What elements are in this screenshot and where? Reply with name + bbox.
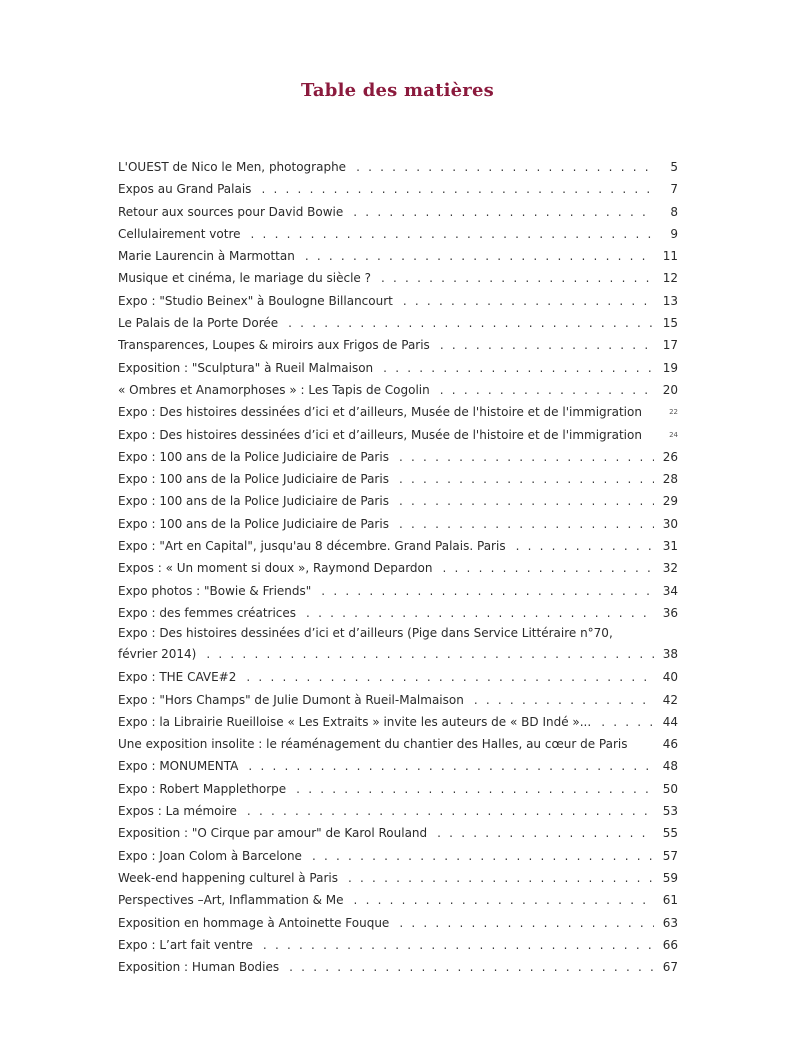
toc-entry-page-number: 8	[667, 201, 678, 223]
table-of-contents	[118, 156, 678, 978]
toc-entry-leader	[118, 557, 654, 579]
toc-entry-page-number: 48	[660, 755, 678, 777]
toc-entry-page-number: 61	[660, 889, 678, 911]
toc-entry-title: Expo : "Hors Champs" de Julie Dumont à Rueil-Malmaison	[118, 693, 468, 707]
toc-entry[interactable]	[118, 822, 678, 844]
toc-entry-page-number: 26	[660, 446, 678, 468]
toc-entry-title: Expo : Des histoires dessinées d’ici et d’ailleurs, Musée de l'histoire et de l'immigration	[118, 428, 646, 442]
toc-entry[interactable]	[118, 290, 678, 312]
toc-entry[interactable]	[118, 845, 678, 867]
toc-entry[interactable]	[118, 956, 678, 978]
toc-entry[interactable]	[118, 778, 678, 800]
toc-entry-leader	[118, 312, 654, 334]
toc-entry-leader	[118, 580, 654, 602]
toc-entry-leader	[118, 800, 654, 822]
toc-entry-leader	[118, 867, 654, 889]
toc-entry-title: Expos : La mémoire	[118, 804, 241, 818]
toc-entry-title: Expo photos : "Bowie & Friends"	[118, 584, 315, 598]
toc-entry-title: Expo : Joan Colom à Barcelone	[118, 849, 306, 863]
toc-entry-leader	[118, 934, 654, 956]
toc-entry-title: Expo : "Studio Beinex" à Boulogne Billancourt	[118, 294, 397, 308]
toc-entry-page-number: 20	[660, 379, 678, 401]
toc-entry-page-number: 30	[660, 513, 678, 535]
toc-entry-page-number: 22	[666, 401, 678, 423]
toc-entry-leader	[118, 711, 654, 733]
toc-entry-title: Expo : 100 ans de la Police Judiciaire de Paris	[118, 472, 393, 486]
toc-entry-page-number: 29	[660, 490, 678, 512]
toc-entry-title: Expo : Des histoires dessinées d’ici et d’ailleurs (Pige dans Service Littéraire n°70,	[118, 626, 613, 641]
toc-entry-page-number: 57	[660, 845, 678, 867]
toc-entry[interactable]	[118, 513, 678, 535]
toc-entry-title: Expo : des femmes créatrices	[118, 606, 300, 620]
toc-entry-page-number: 28	[660, 468, 678, 490]
toc-entry[interactable]	[118, 557, 678, 579]
toc-entry[interactable]	[118, 867, 678, 889]
toc-entry-page-number: 17	[660, 334, 678, 356]
toc-entry-page-number: 11	[660, 245, 678, 267]
toc-entry-title: L'OUEST de Nico le Men, photographe	[118, 160, 350, 174]
toc-entry-title: Expo : L’art fait ventre	[118, 938, 257, 952]
toc-entry-leader	[118, 845, 654, 867]
toc-entry-leader	[118, 223, 654, 245]
toc-entry-leader	[118, 912, 654, 934]
toc-entry-title: Exposition : Human Bodies	[118, 960, 283, 974]
toc-entry-title: Marie Laurencin à Marmottan	[118, 249, 299, 263]
toc-entry-leader	[118, 267, 654, 289]
toc-entry-page-number: 9	[667, 223, 678, 245]
toc-entry[interactable]	[118, 889, 678, 911]
toc-entry-leader	[118, 513, 654, 535]
toc-entry[interactable]	[118, 490, 678, 512]
toc-entry-page-number: 24	[666, 424, 678, 446]
toc-entry-title: Exposition : "O Cirque par amour" de Karol Rouland	[118, 826, 431, 840]
toc-entry-leader	[118, 468, 654, 490]
toc-entry-leader	[118, 822, 654, 844]
toc-entry[interactable]	[118, 401, 678, 423]
toc-entry-title: Expo : 100 ans de la Police Judiciaire de Paris	[118, 494, 393, 508]
toc-entry-leader	[118, 689, 654, 711]
toc-entry-page-number: 53	[660, 800, 678, 822]
toc-entry-leader	[118, 602, 654, 624]
toc-entry[interactable]	[118, 334, 678, 356]
toc-entry[interactable]	[118, 267, 678, 289]
toc-entry[interactable]	[118, 934, 678, 956]
toc-entry[interactable]	[118, 357, 678, 379]
toc-entry-leader	[118, 290, 654, 312]
toc-entry-title: Expo : 100 ans de la Police Judiciaire de Paris	[118, 517, 393, 531]
toc-entry-page-number: 15	[660, 312, 678, 334]
toc-entry-title: Musique et cinéma, le mariage du siècle ?	[118, 271, 375, 285]
toc-entry-page-number: 42	[660, 689, 678, 711]
toc-entry-page-number: 5	[667, 156, 678, 178]
toc-entry-page-number: 13	[660, 290, 678, 312]
toc-entry-leader	[118, 778, 654, 800]
toc-entry[interactable]	[118, 446, 678, 468]
toc-entry-title: Retour aux sources pour David Bowie	[118, 205, 347, 219]
toc-entry-page-number: 55	[660, 822, 678, 844]
toc-entry[interactable]	[118, 223, 678, 245]
toc-entry-leader	[118, 755, 654, 777]
toc-entry-leader	[118, 666, 654, 688]
toc-entry-leader	[118, 245, 654, 267]
toc-entry-title: Cellulairement votre	[118, 227, 245, 241]
toc-entry-page-number: 19	[660, 357, 678, 379]
toc-entry-leader	[118, 889, 654, 911]
toc-entry[interactable]	[118, 755, 678, 777]
toc-entry[interactable]	[118, 580, 678, 602]
toc-entry[interactable]	[118, 424, 678, 446]
toc-entry-leader	[118, 535, 654, 557]
toc-entry[interactable]	[118, 624, 678, 666]
toc-entry-title: Transparences, Loupes & miroirs aux Frigos de Paris	[118, 338, 434, 352]
toc-entry-title: Expo : Des histoires dessinées d’ici et d’ailleurs, Musée de l'histoire et de l'immigration	[118, 405, 646, 419]
toc-entry-title: Expos au Grand Palais	[118, 182, 255, 196]
toc-entry[interactable]	[118, 468, 678, 490]
toc-entry-page-number: 46	[660, 733, 678, 755]
page-title: Table des matières	[301, 80, 494, 101]
toc-entry[interactable]	[118, 379, 678, 401]
toc-entry[interactable]	[118, 156, 678, 178]
toc-entry-leader	[118, 956, 654, 978]
toc-entry-leader	[118, 201, 654, 223]
toc-entry[interactable]	[118, 733, 678, 755]
toc-entry-leader	[118, 490, 654, 512]
toc-entry-leader	[118, 733, 654, 755]
toc-entry-title: Expos : « Un moment si doux », Raymond Depardon	[118, 561, 436, 575]
toc-entry-leader	[118, 156, 654, 178]
toc-entry[interactable]	[118, 912, 678, 934]
toc-entry-title: Expo : THE CAVE#2	[118, 670, 240, 684]
toc-entry-leader	[118, 401, 654, 423]
toc-entry-page-number: 50	[660, 778, 678, 800]
toc-entry-leader	[118, 643, 654, 665]
toc-entry-title-continued: février 2014)	[118, 647, 200, 661]
toc-entry[interactable]	[118, 602, 678, 624]
toc-entry-page-number: 40	[660, 666, 678, 688]
toc-entry-title: Week-end happening culturel à Paris	[118, 871, 342, 885]
toc-entry[interactable]	[118, 711, 678, 733]
toc-entry-leader	[118, 379, 654, 401]
toc-entry-leader	[118, 334, 654, 356]
toc-entry-page-number: 7	[667, 178, 678, 200]
toc-entry[interactable]	[118, 178, 678, 200]
toc-entry[interactable]	[118, 245, 678, 267]
toc-entry-page-number: 34	[660, 580, 678, 602]
toc-entry-title: Expo : la Librairie Rueilloise « Les Extraits » invite les auteurs de « BD Indé »...	[118, 715, 595, 729]
toc-entry-title: Expo : Robert Mapplethorpe	[118, 782, 290, 796]
toc-entry-title: Expo : 100 ans de la Police Judiciaire de Paris	[118, 450, 393, 464]
toc-entry-page-number: 36	[660, 602, 678, 624]
toc-entry-page-number: 63	[660, 912, 678, 934]
toc-entry[interactable]	[118, 800, 678, 822]
toc-entry-page-number: 31	[660, 535, 678, 557]
toc-entry[interactable]	[118, 312, 678, 334]
toc-entry-leader	[118, 178, 654, 200]
toc-entry-page-number: 66	[660, 934, 678, 956]
toc-entry[interactable]	[118, 201, 678, 223]
toc-entry-page-number: 59	[660, 867, 678, 889]
toc-entry-page-number: 38	[660, 643, 678, 665]
toc-entry-title: « Ombres et Anamorphoses » : Les Tapis de Cogolin	[118, 383, 434, 397]
toc-entry-leader	[118, 446, 654, 468]
toc-entry-title: Une exposition insolite : le réaménagement du chantier des Halles, au cœur de Paris	[118, 737, 631, 751]
toc-entry[interactable]	[118, 689, 678, 711]
toc-entry-title: Le Palais de la Porte Dorée	[118, 316, 282, 330]
toc-entry-leader	[118, 424, 654, 446]
toc-entry-title: Expo : MONUMENTA	[118, 759, 242, 773]
toc-entry-title: Exposition en hommage à Antoinette Fouque	[118, 916, 393, 930]
toc-entry-page-number: 32	[660, 557, 678, 579]
toc-entry-leader	[118, 357, 654, 379]
toc-entry-page-number: 44	[660, 711, 678, 733]
toc-entry-title: Expo : "Art en Capital", jusqu'au 8 décembre. Grand Palais. Paris	[118, 539, 510, 553]
toc-entry-page-number: 67	[660, 956, 678, 978]
toc-entry-title: Perspectives –Art, Inflammation & Me	[118, 893, 348, 907]
toc-entry-page-number: 12	[660, 267, 678, 289]
toc-entry[interactable]	[118, 666, 678, 688]
toc-entry[interactable]	[118, 535, 678, 557]
toc-entry-title: Exposition : "Sculptura" à Rueil Malmaison	[118, 361, 377, 375]
